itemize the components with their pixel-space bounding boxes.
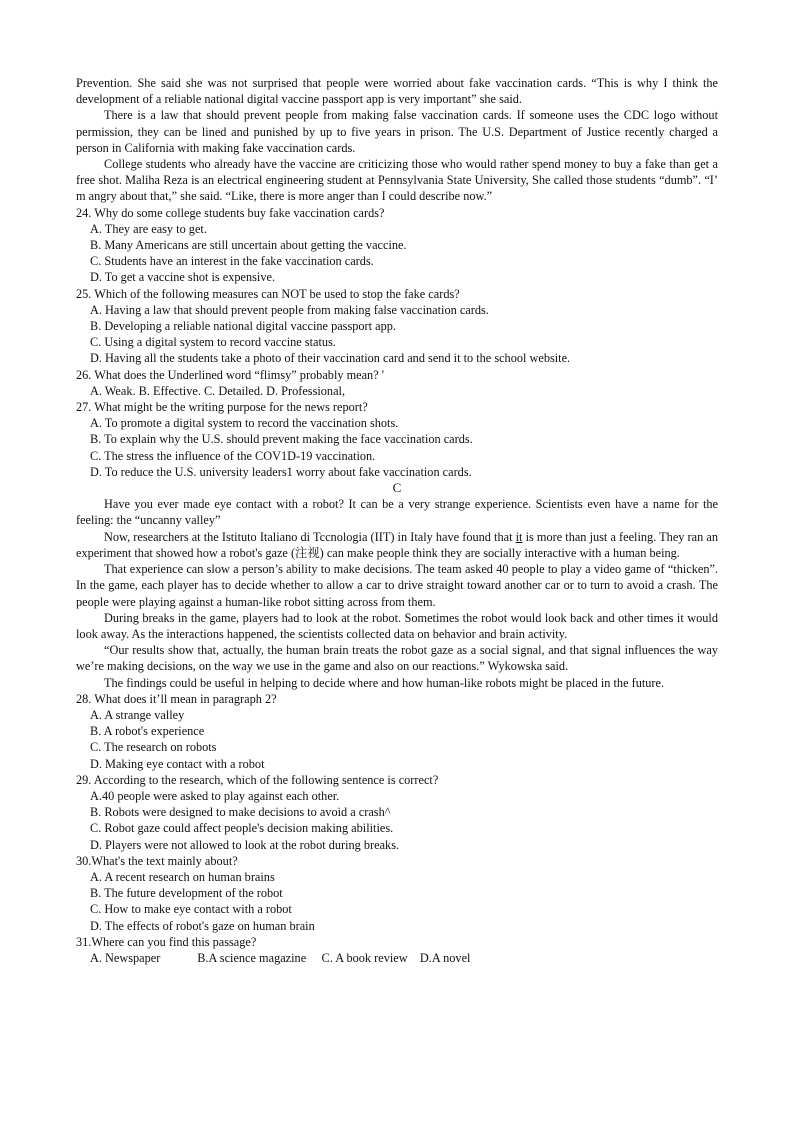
option-a: A. A strange valley — [90, 707, 185, 722]
passage-c-paragraph-2 — [76, 529, 718, 561]
question-24 — [76, 205, 718, 286]
passage-b-paragraph-1: Prevention. She said she was not surprised that people were worried about fake vaccination cards. “This is why I think the development of a reliable national digital vaccine passport app is very important” she said. — [76, 76, 718, 107]
option-c: C. Robot gaze could affect people's decision making abilities. — [90, 821, 394, 836]
option-a: A. They are easy to get. — [90, 221, 207, 236]
option-a: A. To promote a digital system to record the vaccination shots. — [90, 416, 399, 431]
question-28 — [76, 691, 718, 772]
section-letter-c: C — [392, 480, 402, 496]
option-d: D. Making eye contact with a robot — [90, 756, 265, 771]
option-c: C. Students have an interest in the fake vaccination cards. — [90, 254, 374, 269]
option-c: C. The research on robots — [90, 740, 217, 755]
passage-b-paragraph-2: There is a law that should prevent people from making false vaccination cards. If someone uses the CDC logo without permission, they can be lined and punished by up to five years in prison. The U.S. Department of Justice recently charged a person in California with making fake vaccination cards. — [76, 108, 718, 155]
option-d: D. Players were not allowed to look at the robot during breaks. — [90, 837, 400, 852]
option-b: B. Many Americans are still uncertain about getting the vaccine. — [90, 238, 407, 253]
option-d: D. Having all the students take a photo of their vaccination card and send it to the school website. — [90, 351, 571, 366]
document-page — [76, 75, 718, 966]
option-b: B. To explain why the U.S. should prevent making the face vaccination cards. — [90, 432, 473, 447]
question-25 — [76, 286, 718, 367]
question-stem: 26. What does the Underlined word “flimsy” probably mean? ' — [76, 367, 384, 382]
option-c: C. How to make eye contact with a robot — [90, 902, 292, 917]
question-stem: 28. What does it’ll mean in paragraph 2? — [76, 691, 277, 706]
passage-c-paragraph-6: The findings could be useful in helping to decide where and how human-like robots might be placed in the future. — [104, 675, 665, 690]
question-31 — [76, 934, 718, 966]
question-27 — [76, 399, 718, 480]
question-26 — [76, 367, 718, 399]
option-d: D. To get a vaccine shot is expensive. — [90, 270, 276, 285]
passage-c-paragraph-5: “Our results show that, actually, the human brain treats the robot gaze as a social signal, and that signal influences the way we’re making decisions, on the way we use in the game and also on our reactions.” Wykowska said. — [76, 643, 718, 674]
passage-c-paragraph-4: During breaks in the game, players had to look at the robot. Sometimes the robot would look back and other times it would look away. As the interactions happened, the scientists collected data on behavior and brain activity. — [76, 610, 718, 641]
p2-text-before: Now, researchers at the Istituto Italiano di Tccnologia (IIT) in Italy have found that — [104, 529, 516, 544]
option-a: A. A recent research on human brains — [90, 869, 275, 884]
option-c: C. Using a digital system to record vaccine status. — [90, 335, 336, 350]
option-b: B. Robots were designed to make decisions to avoid a crash^ — [90, 805, 391, 820]
question-stem: 25. Which of the following measures can NOT be used to stop the fake cards? — [76, 286, 460, 301]
passage-c-paragraph-1: Have you ever made eye contact with a robot? It can be a very strange experience. Scientists even have a name for the feeling: the “uncanny valley” — [76, 497, 718, 528]
option-c: C. The stress the influence of the COV1D-19 vaccination. — [90, 448, 376, 463]
question-stem: 24. Why do some college students buy fake vaccination cards? — [76, 205, 385, 220]
question-stem: 31.Where can you find this passage? — [76, 934, 257, 949]
option-b: B. The future development of the robot — [90, 886, 283, 901]
option-a: A.40 people were asked to play against each other. — [90, 788, 340, 803]
option-b: B. A robot's experience — [90, 724, 205, 739]
passage-c-paragraph-3: That experience can slow a person’s ability to make decisions. The team asked 40 people to play a video game of “thicken”. In the game, each player has to decide whether to allow a car to drive straight toward another car or to turn to avoid a crash. The people were playing against a human-like robot sitting across from them. — [76, 562, 718, 609]
option-a: A. Having a law that should prevent people from making false vaccination cards. — [90, 302, 489, 317]
p2-text-after: is more than just a feeling. They ran an experiment that showed how a robot's gaze (注视) can make people think they are socially interactive with a human being. — [76, 529, 718, 560]
question-30 — [76, 853, 718, 934]
question-stem: 27. What might be the writing purpose for the news report? — [76, 400, 368, 415]
options-inline: A. Weak. B. Effective. C. Detailed. D. Professional, — [90, 383, 346, 398]
question-29 — [76, 772, 718, 853]
question-stem: 30.What's the text mainly about? — [76, 853, 238, 868]
option-d: D. The effects of robot's gaze on human brain — [90, 918, 315, 933]
underlined-word: it — [515, 529, 523, 544]
option-b: B. Developing a reliable national digital vaccine passport app. — [90, 319, 396, 334]
options-inline: A. Newspaper B.A science magazine C. A book review D.A novel — [90, 950, 471, 965]
passage-b-paragraph-3: College students who already have the vaccine are criticizing those who would rather spend money to buy a fake than get a free shot. Maliha Reza is an electrical engineering student at Pennsylvania State University, She called those students “dumb”. “I’ m angry about that,” she said. “Like, there is more anger than I could describe now.” — [76, 157, 718, 204]
question-stem: 29. According to the research, which of the following sentence is correct? — [76, 772, 439, 787]
option-d: D. To reduce the U.S. university leaders1 worry about fake vaccination cards. — [90, 464, 472, 479]
